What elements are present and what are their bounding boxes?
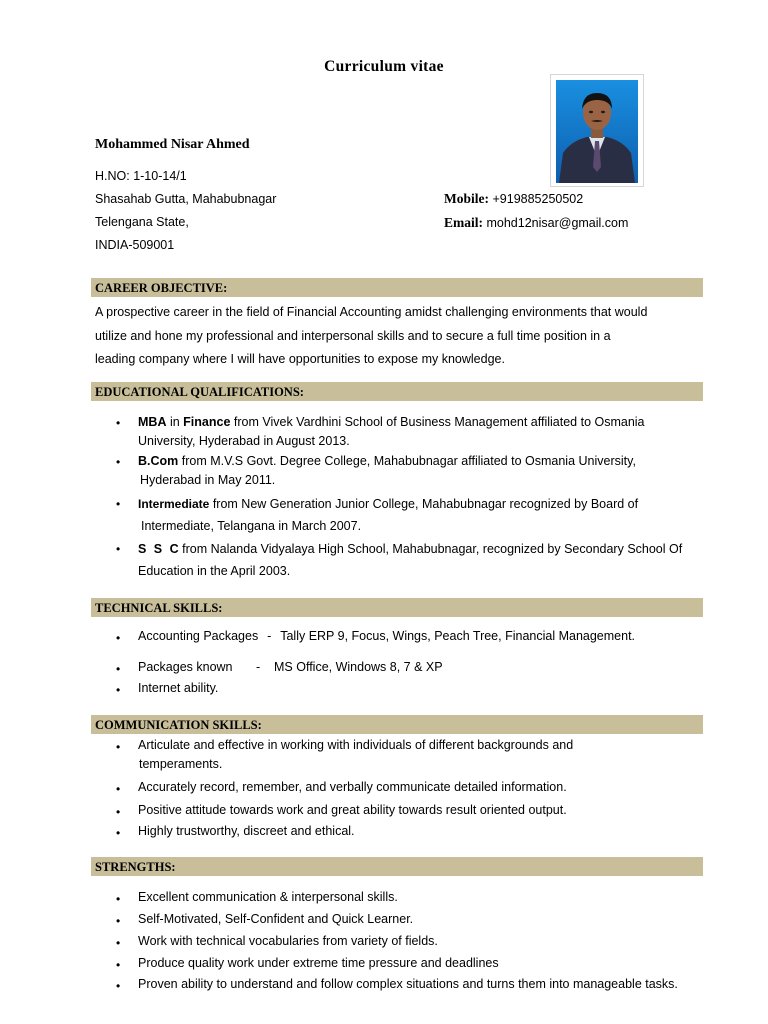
communication-item: Articulate and effective in working with individuals of different backgrounds and temperaments. bbox=[138, 738, 574, 771]
bullet-icon: • bbox=[116, 740, 121, 754]
bullet-icon: • bbox=[116, 683, 121, 697]
degree-label: S S C bbox=[138, 542, 179, 556]
address-line-3: Telengana State, bbox=[95, 215, 189, 229]
candidate-name: Mohammed Nisar Ahmed bbox=[95, 137, 250, 152]
communication-skills-heading: COMMUNICATION SKILLS: bbox=[91, 715, 703, 734]
communication-item: Positive attitude towards work and great ability towards result oriented output. bbox=[138, 803, 567, 817]
strength-item: Work with technical vocabularies from variety of fields. bbox=[138, 934, 438, 948]
profile-photo bbox=[550, 74, 644, 187]
email-address[interactable]: mohd12nisar@gmail.com bbox=[486, 216, 629, 230]
strengths-heading: STRENGTHS: bbox=[91, 857, 703, 876]
strength-item: Excellent communication & interpersonal skills. bbox=[138, 890, 398, 904]
bullet-icon: • bbox=[116, 892, 121, 906]
mobile-label: Mobile: bbox=[444, 191, 489, 206]
bullet-icon: • bbox=[116, 914, 121, 928]
address-line-2: Shasahab Gutta, Mahabubnagar bbox=[95, 192, 277, 206]
bullet-icon: • bbox=[116, 805, 121, 819]
email-label: Email: bbox=[444, 215, 483, 230]
bullet-icon: • bbox=[116, 542, 121, 556]
address-line-4: INDIA-509001 bbox=[95, 238, 175, 252]
bullet-icon: • bbox=[116, 782, 121, 796]
career-objective-heading: CAREER OBJECTIVE: bbox=[91, 278, 703, 297]
objective-line: A prospective career in the field of Financial Accounting amidst challenging environments that would bbox=[95, 305, 648, 319]
education-item-ssc: S S C from Nalanda Vidyalaya High School, Mahabubnagar, recognized by Secondary School Of Education in the April 2003. bbox=[138, 542, 683, 578]
technical-skill-item: Accounting Packages - Tally ERP 9, Focus, Wings, Peach Tree, Financial Management. bbox=[138, 629, 636, 643]
document-title: Curriculum vitae bbox=[324, 58, 444, 75]
communication-item: Highly trustworthy, discreet and ethical. bbox=[138, 824, 355, 838]
career-objective-text bbox=[95, 301, 682, 372]
bullet-icon: • bbox=[116, 662, 121, 676]
degree-label: B.Com bbox=[138, 454, 179, 468]
bullet-icon: • bbox=[116, 936, 121, 950]
mobile-number: +919885250502 bbox=[492, 192, 584, 206]
mobile-line bbox=[444, 191, 583, 207]
objective-line: utilize and hone my professional and interpersonal skills and to secure a full time position in a bbox=[95, 328, 611, 343]
communication-item: Accurately record, remember, and verbally communicate detailed information. bbox=[138, 780, 567, 794]
bullet-icon: • bbox=[116, 826, 121, 840]
degree-label: Intermediate bbox=[138, 497, 210, 511]
bullet-icon: • bbox=[116, 416, 121, 430]
profile-photo-image bbox=[551, 75, 643, 186]
bullet-icon: • bbox=[116, 455, 121, 469]
strength-item: Self-Motivated, Self-Confident and Quick Learner. bbox=[138, 912, 414, 926]
specialization-label: Finance bbox=[183, 415, 231, 429]
technical-skills-heading: TECHNICAL SKILLS: bbox=[91, 598, 703, 617]
education-heading: EDUCATIONAL QUALIFICATIONS: bbox=[91, 382, 703, 401]
strength-item: Proven ability to understand and follow complex situations and turns them into manageable tasks. bbox=[138, 977, 678, 991]
technical-skill-item: Internet ability. bbox=[138, 681, 219, 695]
bullet-icon: • bbox=[116, 979, 121, 993]
address-line-1: H.NO: 1-10-14/1 bbox=[95, 169, 187, 183]
technical-skill-item: Packages known - MS Office, Windows 8, 7 & XP bbox=[138, 660, 443, 674]
objective-line: leading company where I will have opportunities to expose my knowledge. bbox=[95, 352, 505, 366]
education-item-mba: MBA in Finance from Vivek Vardhini School of Business Management affiliated to Osmania University, Hyderabad in August 2013. bbox=[138, 415, 645, 448]
bullet-icon: • bbox=[116, 497, 121, 511]
education-item-intermediate: Intermediate from New Generation Junior College, Mahabubnagar recognized by Board of Intermediate, Telangana in March 2007. bbox=[138, 497, 639, 533]
bullet-icon: • bbox=[116, 631, 121, 645]
degree-label: MBA bbox=[138, 415, 167, 429]
bullet-icon: • bbox=[116, 958, 121, 972]
email-line bbox=[444, 215, 628, 231]
strength-item: Produce quality work under extreme time pressure and deadlines bbox=[138, 956, 499, 970]
education-item-bcom: B.Com from M.V.S Govt. Degree College, Mahabubnagar affiliated to Osmania University, Hyderabad in May 2011. bbox=[138, 454, 636, 487]
